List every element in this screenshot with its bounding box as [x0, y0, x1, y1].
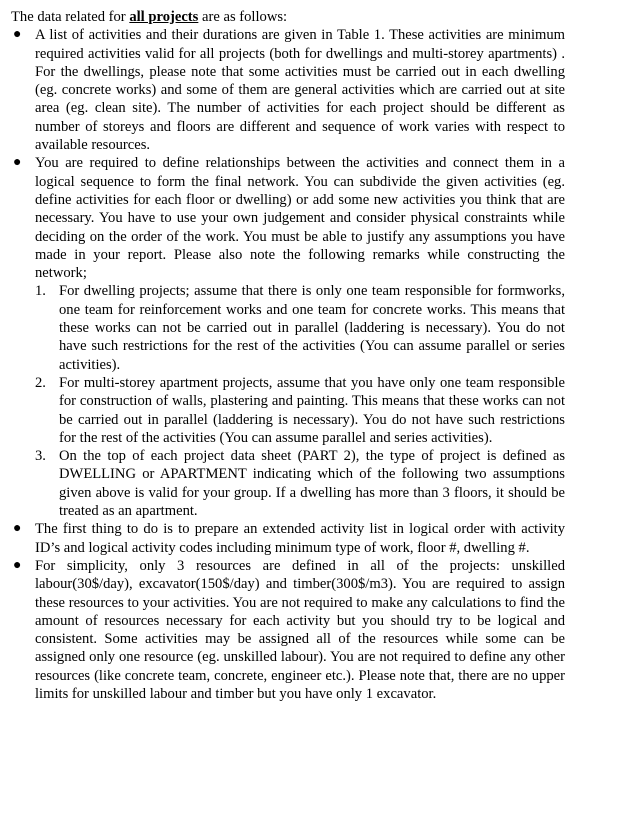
- bullet-text: The first thing to do is to prepare an extended activity list in logical order with activity ID’s and logical activity codes including minimum type of work, floor #, dwelling #.: [35, 521, 565, 556]
- remark-text: On the top of each project data sheet (PART 2), the type of project is defined as DWELLING or APARTMENT indicating which of the following two assumptions given above is valid for your group. If a dwelling has more than 3 floors, it should be treated as an apartment.: [59, 448, 565, 520]
- bullet-item-relationships: [10, 154, 565, 520]
- bullet-item-activities: [10, 26, 565, 154]
- bullet-list: [10, 26, 565, 703]
- intro-suffix: are as follows:: [198, 9, 288, 25]
- bullet-item-resources: [10, 557, 565, 703]
- remark-number: 3.: [35, 448, 46, 465]
- remark-text: For dwelling projects; assume that there is only one team responsible for formworks, one team for reinforcement works and one team for concrete works. This means that these works can not be carried out in parallel (laddering is necessary). You do not have such restrictions for the rest of the activities (You can assume parallel or series activities).: [59, 283, 565, 373]
- bullet-text: You are required to define relationships between the activities and connect them in a logical sequence to form the final network. You can subdivide the given activities (eg. define activities for each floor or dwelling) or add some new activities you think that are necessary. You have to use your own judgement and consider physical constraints while deciding on the order of the work. You must be able to justify any assumptions you have made in your report. Please also note the following remarks while constructing the network;: [35, 155, 565, 282]
- remark-item-project-type: [35, 447, 565, 520]
- remark-text: For multi-storey apartment projects, assume that you have only one team responsible for construction of walls, plastering and painting. This means that these works can not be carried out in parallel (laddering is necessary). You do not have such restrictions for the rest of the activities (You can assume parallel and series activities).: [59, 374, 565, 446]
- bullet-text: A list of activities and their durations are given in Table 1. These activities are minimum required activities valid for all projects (both for dwellings and multi-storey apartments) . For the dwellings, please note that some activities must be carried out in each dwelling (eg. concrete works) and some of them are general activities which are carried out at site area (eg. clean site). The number of activities for each project should be different as number of storeys and floors are different and sequence of work varies with respect to available resources.: [35, 27, 565, 154]
- bullet-icon: ●: [13, 155, 22, 171]
- remark-number: 1.: [35, 283, 46, 300]
- intro-prefix: The data related for: [11, 9, 130, 25]
- bullet-icon: ●: [13, 557, 22, 573]
- bullet-icon: ●: [13, 27, 22, 43]
- bullet-text: For simplicity, only 3 resources are defined in all of the projects: unskilled labour(30$/day), excavator(150$/day) and timber(300$/m3). You are required to assign these resources to your activities. You are not required to make any calculations to find the amount of resources necessary for each activity but you should try to be logical and consistent. Some activities may be assigned all of the resources while some can be assigned only one resource (eg. unskilled labour). You are not required to define any other resources (like concrete team, concrete, engineer etc.). Please note that, there are no upper limits for unskilled labour and timber but you have only 1 excavator.: [35, 557, 565, 702]
- bullet-item-activity-list: [10, 520, 565, 557]
- remark-number: 2.: [35, 374, 46, 391]
- intro-line: [11, 8, 565, 26]
- remark-item-apartment: [35, 374, 565, 447]
- remark-item-dwelling: [35, 282, 565, 373]
- bullet-icon: ●: [13, 521, 22, 537]
- remarks-list: [35, 282, 565, 520]
- intro-emphasis: all projects: [129, 9, 199, 25]
